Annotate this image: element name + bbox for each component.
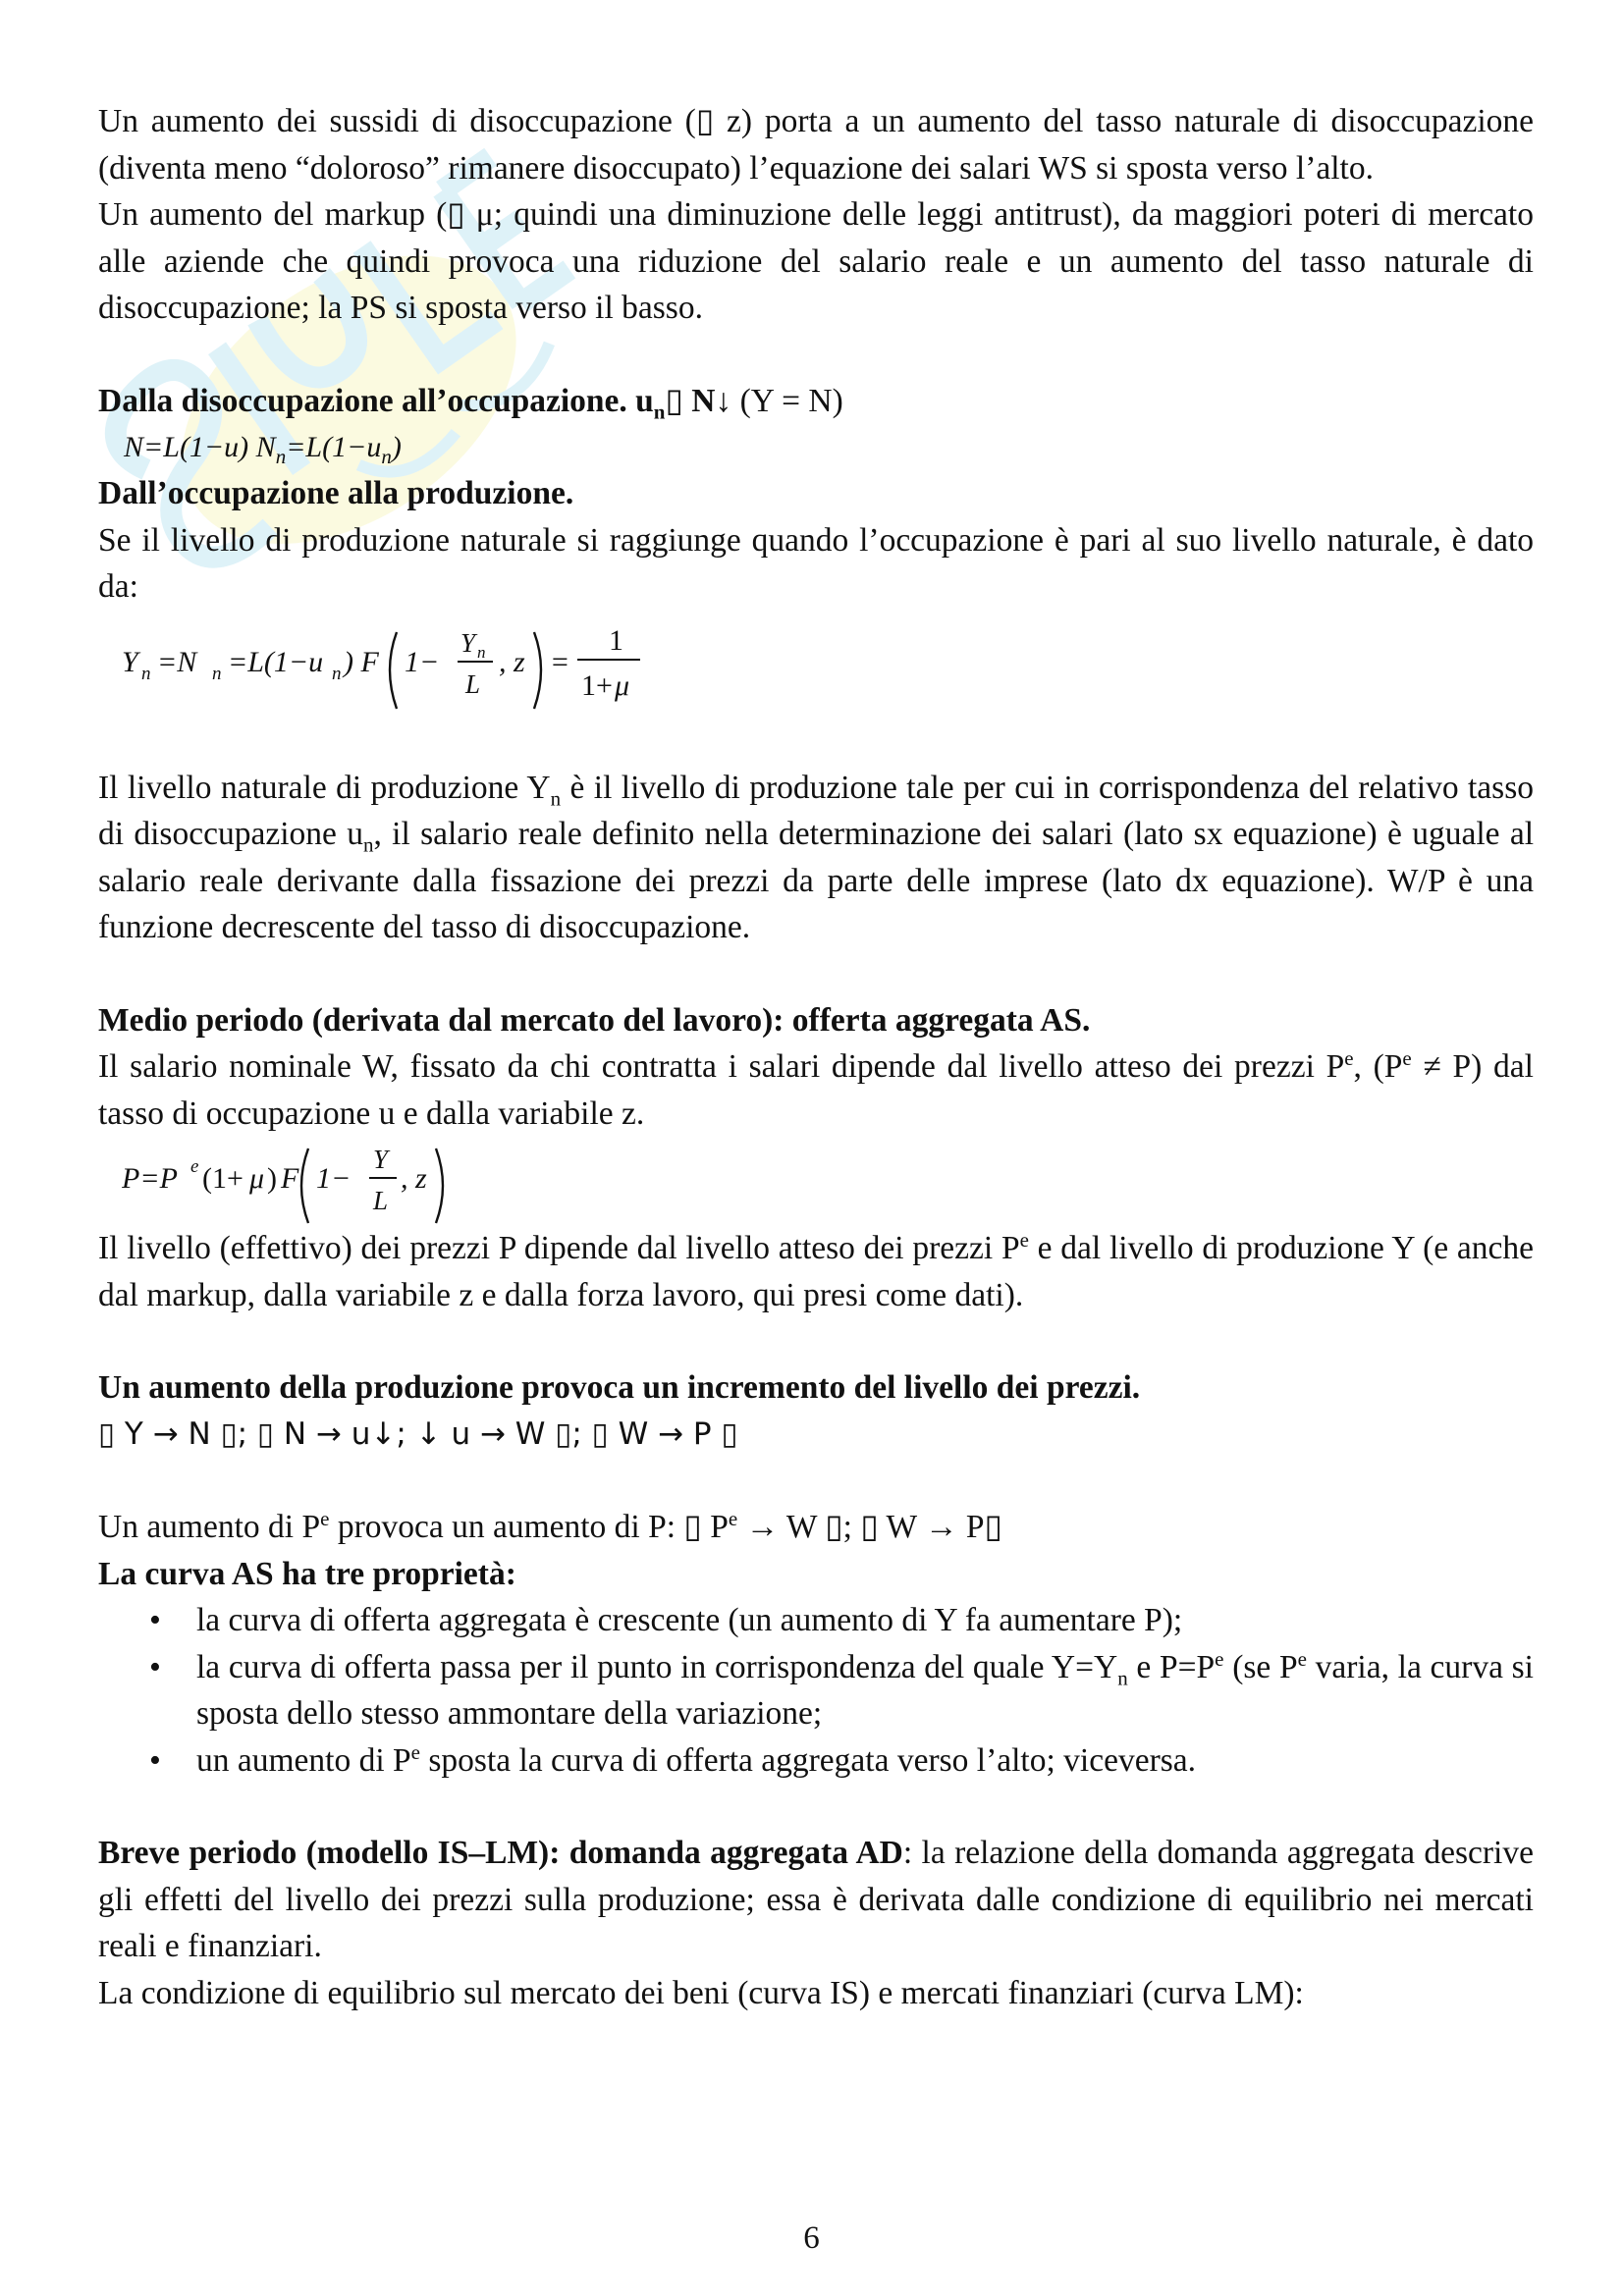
svg-text:=L(1−u: =L(1−u bbox=[228, 645, 324, 678]
superscript: e bbox=[1344, 1045, 1354, 1070]
svg-text:=N: =N bbox=[157, 645, 197, 678]
heading-text: Dalla disoccupazione all’occupazione. u bbox=[98, 382, 654, 419]
svg-text:) F: ) F bbox=[344, 645, 379, 678]
subscript: n bbox=[362, 832, 374, 857]
svg-text:μ: μ bbox=[249, 1162, 265, 1195]
text: : la relazione della domanda aggregata descrive gli effetti del livello dei prezzi sulla produzione; essa è derivata dalle condizione di equilibrio nei mercati reali e finanziari. bbox=[98, 1835, 1534, 1964]
text: Il livello (effettivo) dei prezzi P dipende dal livello atteso dei prezzi P bbox=[98, 1230, 1020, 1266]
equation-natural-output-graphic bbox=[122, 611, 809, 719]
text: Il salario nominale W, fissato da chi contratta i salari dipende dal livello atteso dei prezzi P bbox=[98, 1048, 1345, 1085]
text: Il livello naturale di produzione Y bbox=[98, 769, 551, 806]
svg-text:(1+: (1+ bbox=[202, 1162, 243, 1195]
text: , (P bbox=[1353, 1048, 1403, 1085]
equation-aggregate-supply-graphic bbox=[122, 1137, 613, 1225]
bullet-icon: • bbox=[149, 1741, 161, 1779]
text: la curva di offerta passa per il punto in corrispondenza del quale Y=Y bbox=[196, 1648, 1118, 1685]
svg-text:n: n bbox=[477, 642, 486, 662]
svg-text:Y: Y bbox=[460, 627, 476, 658]
heading-text: ▯ N↓ bbox=[665, 382, 732, 419]
svg-text:, z: , z bbox=[499, 645, 525, 678]
svg-text:1+: 1+ bbox=[581, 668, 613, 702]
equation-employment: N=L(1−u) $N_n=L(1-u_n)$ bbox=[124, 431, 402, 468]
subscript: n bbox=[653, 400, 666, 424]
text: e P=P bbox=[1127, 1648, 1216, 1685]
superscript: e bbox=[410, 1739, 420, 1764]
spacer bbox=[98, 332, 1534, 378]
list-item bbox=[98, 1737, 1534, 1785]
svg-text:Y: Y bbox=[373, 1145, 389, 1174]
spacer bbox=[98, 1784, 1534, 1830]
text: provoca un aumento di P: ▯ P bbox=[329, 1509, 729, 1545]
svg-text:1−: 1− bbox=[405, 645, 440, 678]
svg-text:F: F bbox=[281, 1162, 299, 1195]
equation-natural-output bbox=[122, 611, 1534, 719]
subscript: n bbox=[1117, 1666, 1128, 1690]
paragraph-aumento-pe bbox=[98, 1504, 1534, 1551]
text: la curva di offerta aggregata è crescente (un aumento di Y fa aumentare P); bbox=[196, 1602, 1183, 1638]
list-item bbox=[98, 1644, 1534, 1737]
superscript: e bbox=[1402, 1045, 1412, 1070]
text: sposta la curva di offerta aggregata verso l’alto; viceversa. bbox=[420, 1741, 1197, 1779]
heading-curva-as: La curva AS ha tre proprietà: bbox=[98, 1555, 516, 1592]
svg-text:e: e bbox=[190, 1156, 199, 1177]
heading-plain-text: (Y = N) bbox=[731, 382, 843, 419]
text: ≠ P) dal tasso di occupazione u e dalla variabile z. bbox=[98, 1048, 1534, 1132]
text: varia, la curva si sposta dello stesso ammontare della variazione; bbox=[196, 1648, 1534, 1732]
paragraph-condizione-equilibrio: La condizione di equilibrio sul mercato dei beni (curva IS) e mercati finanziari (curva LM): bbox=[98, 1974, 1304, 2011]
heading-occupazione-produzione: Dall’occupazione alla produzione. bbox=[98, 475, 574, 511]
text: un aumento di P bbox=[196, 1741, 411, 1779]
paragraph-sussidi: Un aumento dei sussidi di disoccupazione (▯ z) porta a un aumento del tasso naturale di disoccupazione (diventa meno “doloroso” rimanere disoccupato) l’equazione dei salari WS si sposta verso l’alto. bbox=[98, 103, 1534, 187]
svg-text:1−: 1− bbox=[316, 1162, 352, 1195]
svg-text:n: n bbox=[212, 663, 222, 684]
subscript: n bbox=[550, 786, 562, 811]
superscript: e bbox=[1297, 1646, 1307, 1671]
svg-text:1: 1 bbox=[609, 623, 623, 657]
svg-text:μ: μ bbox=[615, 668, 630, 702]
spacer bbox=[98, 719, 1534, 765]
heading-aumento-produzione: Un aumento della produzione provoca un incremento del livello dei prezzi. bbox=[98, 1369, 1141, 1406]
svg-text:): ) bbox=[267, 1162, 277, 1195]
heading-disoccupazione-occupazione bbox=[98, 378, 1534, 425]
text: , il salario reale definito nella determinazione dei salari (lato sx equazione) è uguale al salario reale derivante dalla fissazione dei prezzi da parte delle imprese (lato dx equazione). W/P è una funzione decrescente del tasso di disoccupazione. bbox=[98, 816, 1534, 945]
text: Un aumento di P bbox=[98, 1509, 321, 1545]
spacer bbox=[98, 951, 1534, 997]
svg-text:n: n bbox=[332, 663, 342, 684]
svg-text:L: L bbox=[465, 668, 481, 699]
text: è il livello di produzione tale per cui in corrispondenza del relativo tasso di disoccupazione u bbox=[98, 769, 1535, 852]
paragraph-livello-naturale: Se il livello di produzione naturale si raggiunge quando l’occupazione è pari al suo livello naturale, è dato da: bbox=[98, 521, 1534, 605]
spacer bbox=[98, 1318, 1534, 1364]
svg-text:P=P: P=P bbox=[122, 1162, 178, 1195]
causal-chain-production: ▯ Y → N ▯; ▯ N → u↓; ↓ u → W ▯; ▯ W → P ▯ bbox=[98, 1415, 738, 1452]
svg-text:Y: Y bbox=[122, 645, 138, 678]
text: (se P bbox=[1223, 1648, 1298, 1685]
svg-text:L: L bbox=[373, 1186, 389, 1215]
paragraph-salario-nominale bbox=[98, 1043, 1534, 1137]
spacer bbox=[98, 1458, 1534, 1504]
superscript: e bbox=[728, 1506, 738, 1530]
page-number: 6 bbox=[803, 2220, 820, 2256]
paragraph-livello-naturale-produzione bbox=[98, 765, 1534, 951]
as-properties-list bbox=[98, 1597, 1534, 1784]
superscript: e bbox=[320, 1506, 330, 1530]
svg-text:=: = bbox=[550, 645, 570, 678]
text: e dal livello di produzione Y (e anche dal markup, dalla variabile z e dalla forza lavoro, qui presi come dati). bbox=[98, 1230, 1534, 1313]
superscript: e bbox=[1019, 1227, 1029, 1252]
text: → W ▯; ▯ W → P▯ bbox=[737, 1509, 1002, 1545]
paragraph-livello-effettivo bbox=[98, 1225, 1534, 1318]
bullet-icon: • bbox=[149, 1648, 161, 1685]
paragraph-breve-periodo bbox=[98, 1830, 1534, 1970]
equation-aggregate-supply bbox=[122, 1137, 1534, 1225]
heading-text: Breve periodo (modello IS–LM): domanda aggregata AD bbox=[98, 1835, 903, 1871]
bullet-icon: • bbox=[149, 1602, 161, 1638]
paragraph-markup: Un aumento del markup (▯ μ; quindi una diminuzione delle leggi antitrust), da maggiori poteri di mercato alle aziende che quindi provoca una riduzione del salario reale e un aumento del tasso naturale di disoccupazione; la PS si sposta verso il basso. bbox=[98, 196, 1534, 326]
main-text bbox=[98, 98, 1534, 2016]
superscript: e bbox=[1215, 1646, 1224, 1671]
svg-text:, z: , z bbox=[401, 1162, 427, 1195]
list-item bbox=[98, 1597, 1534, 1644]
svg-text:n: n bbox=[141, 663, 151, 684]
heading-medio-periodo: Medio periodo (derivata dal mercato del lavoro): offerta aggregata AS. bbox=[98, 1001, 1091, 1039]
